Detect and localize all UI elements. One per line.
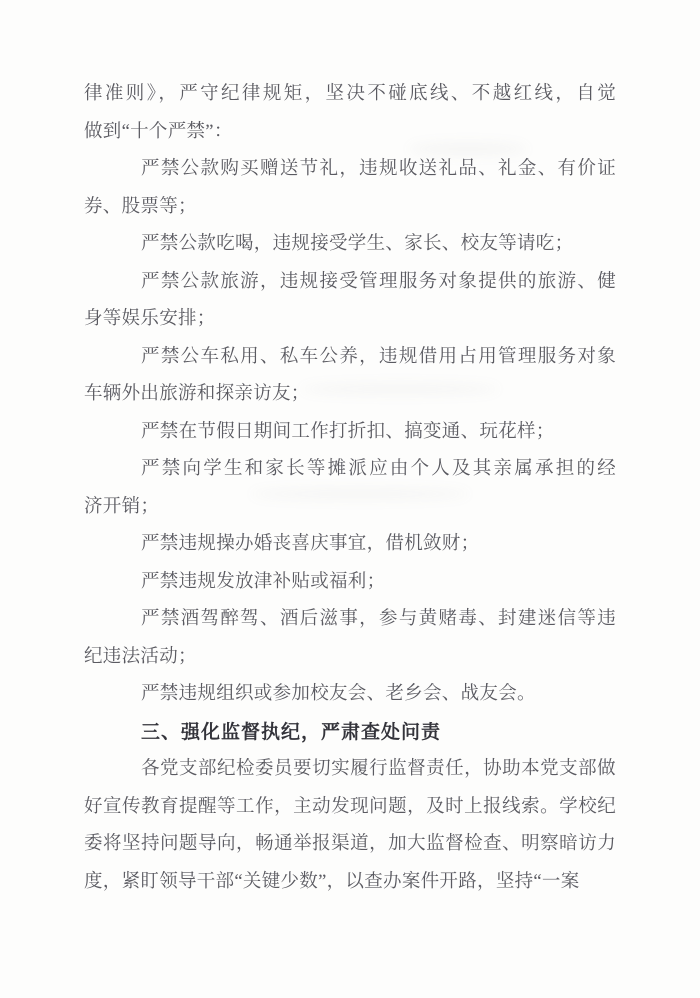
text-block	[84, 76, 616, 901]
text-line: 各党支部纪检委员要切实履行监督责任，协助本党支部做	[141, 759, 616, 779]
text-line: 严禁公款购买赠送节礼，违规收送礼品、礼金、有价证	[141, 159, 616, 179]
text-line: 严禁违规操办婚丧喜庆事宜，借机敛财；	[141, 534, 480, 554]
text-line: 严禁在节假日期间工作打折扣、搞变通、玩花样；	[141, 421, 555, 442]
text-line: 严禁公车私用、私车公养，违规借用占用管理服务对象	[141, 346, 616, 367]
text-line: 严禁公款旅游，违规接受管理服务对象提供的旅游、健	[141, 271, 616, 292]
text-line: 好宣传教育提醒等工作，主动发现问题，及时上报线索。学校纪	[84, 796, 616, 817]
text-line: 严禁违规发放津补贴或福利；	[141, 571, 386, 592]
text-line: 委将坚持问题导向，畅通举报渠道，加大监督检查、明察暗访力	[84, 834, 616, 854]
text-line: 严禁公款吃喝，违规接受学生、家长、校友等请吃；	[141, 234, 574, 254]
text-line: 律准则》，严守纪律规矩，坚决不碰底线、不越红线，自觉	[84, 84, 616, 104]
text-line: 车辆外出旅游和探亲访友；	[84, 384, 310, 404]
section-heading: 三、强化监督执纪，严肃查处问责	[141, 721, 442, 743]
text-line: 济开销；	[84, 496, 160, 517]
text-line: 身等娱乐安排；	[84, 309, 216, 329]
text-line: 券、股票等；	[84, 196, 197, 217]
text-line: 纪违法活动；	[84, 646, 197, 667]
text-line: 严禁酒驾醉驾、酒后滋事，参与黄赌毒、封建迷信等违	[141, 609, 616, 629]
text-line: 严禁向学生和家长等摊派应由个人及其亲属承担的经	[141, 459, 616, 479]
text-line: 严禁违规组织或参加校友会、老乡会、战友会。	[141, 684, 536, 704]
text-line: 做到“十个严禁”：	[84, 121, 233, 142]
text-line: 度，紧盯领导干部“关键少数”，以查办案件开路，坚持“一案	[84, 871, 580, 892]
